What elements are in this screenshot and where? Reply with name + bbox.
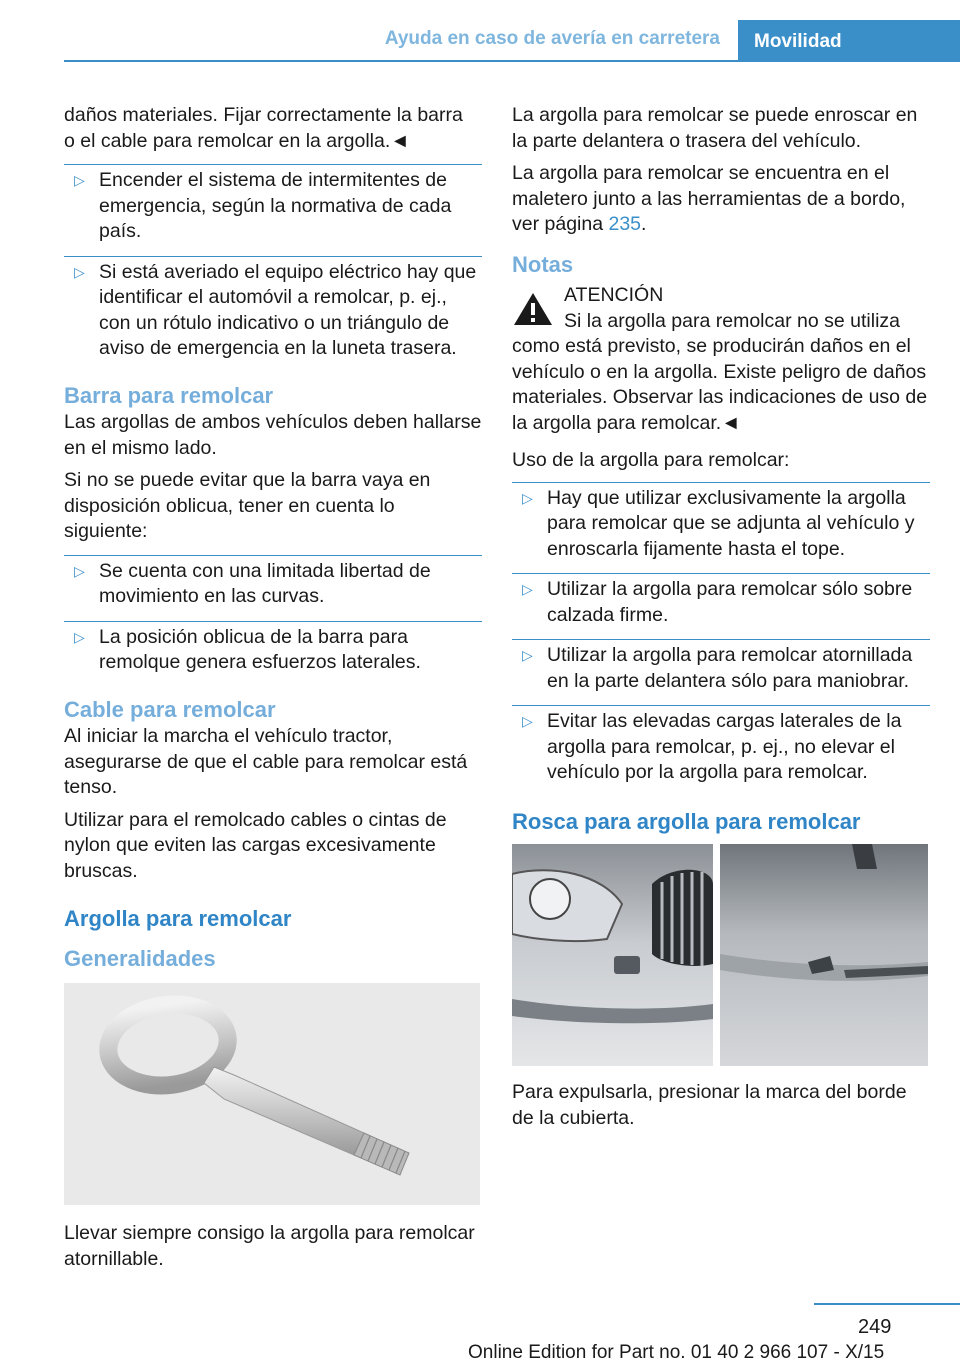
- list-item: ▷ Hay que utilizar exclusivamente la argolla para remolcar que se adjunta al vehículo y enroscarla fijamente hasta el tope.: [512, 486, 930, 570]
- right-paragraph-2: La argolla para remolcar se encuentra en el maletero junto a las herramientas de a bordo, ver página 235.: [512, 162, 906, 235]
- bumper-cover-photos: [512, 844, 928, 1066]
- warning-triangle-icon: [512, 291, 554, 335]
- section-heading-rosca: Rosca para argolla para remolcar: [512, 808, 861, 834]
- triangle-right-icon: ▷: [522, 713, 533, 729]
- section-heading-barra: Barra para remolcar: [64, 382, 274, 408]
- intro-paragraph: daños materiales. Fijar correctamente la barra o el cable para remolcar en la argolla.◄: [64, 104, 463, 152]
- list-item: ▷ Si está averiado el equipo eléctrico hay que identificar el automóvil a remolcar, p. ej., con un rótulo indicativo o un triángulo de aviso de emergencia en la luneta trasera.: [64, 260, 482, 369]
- list-item: ▷ La posición oblicua de la barra para remolque genera esfuerzos laterales.: [64, 625, 482, 683]
- triangle-right-icon: ▷: [74, 172, 85, 188]
- caution-block: [512, 283, 930, 309]
- triangle-right-icon: ▷: [522, 581, 533, 597]
- tow-eye-illustration: [64, 983, 480, 1205]
- right-paragraph-1: La argolla para remolcar se puede enroscar en la parte delantera o trasera del vehículo.: [512, 104, 918, 152]
- triangle-right-icon: ▷: [522, 647, 533, 663]
- list-item: ▷ Se cuenta con una limitada libertad de movimiento en las curvas.: [64, 559, 482, 617]
- list-item: ▷ Utilizar la argolla para remolcar atornillada en la parte delantera sólo para maniobrar.: [512, 643, 930, 701]
- caution-text: Si la argolla para remolcar no se utiliza como está previsto, se producirán daños en el vehículo o en la argolla. Existe peligro de daños materiales. Observar las indicaciones de uso de la argolla para remolcar.◄: [512, 309, 928, 434]
- bullet-list-c: [512, 486, 930, 793]
- section-heading-cable: Cable para remolcar: [64, 696, 276, 722]
- barra-paragraph-2: Si no se puede evitar que la barra vaya en disposición oblicua, tener en cuenta lo siguiente:: [64, 469, 431, 542]
- list-item: ▷ Encender el sistema de intermitentes de emergencia, según la normativa de cada país.: [64, 168, 482, 252]
- triangle-right-icon: ▷: [74, 562, 85, 579]
- page-reference-link[interactable]: 235: [608, 213, 642, 235]
- cable-paragraph-2: Utilizar para el remolcado cables o cintas de nylon que eviten las cargas excesivamente bruscas.: [64, 808, 447, 882]
- edition-note: Online Edition for Part no. 01 40 2 966 107 - X/15: [468, 1342, 885, 1363]
- chapter-tab-label: Movilidad: [754, 31, 842, 52]
- footer-rule: [814, 1303, 960, 1305]
- right-column: [512, 103, 930, 1138]
- list-item: ▷ Utilizar la argolla para remolcar sólo sobre calzada firme.: [512, 577, 930, 635]
- bullet-list-a: [64, 168, 482, 369]
- list-item: ▷ Evitar las elevadas cargas laterales de la argolla para remolcar, p. ej., no elevar el vehículo por la argolla para remolcar.: [512, 709, 930, 793]
- running-header-section: Ayuda en caso de avería en carretera: [384, 28, 720, 49]
- bullet-list-b: [64, 559, 482, 683]
- section-heading-generalidades: Generalidades: [64, 945, 216, 971]
- tow-eye-caption: Llevar siempre consigo la argolla para remolcar atornillable.: [64, 1222, 475, 1270]
- triangle-right-icon: ▷: [522, 489, 533, 506]
- caution-title: ATENCIÓN: [564, 284, 664, 306]
- bumper-photo-icon: [512, 844, 928, 1066]
- section-heading-argolla: Argolla para remolcar: [64, 906, 292, 931]
- page-number: 249: [858, 1316, 892, 1338]
- cable-paragraph-1: Al iniciar la marcha el vehículo tractor, asegurarse de que el cable para remolcar está tenso.: [64, 725, 468, 798]
- rosca-caption: Para expulsarla, presionar la marca del borde de la cubierta.: [512, 1081, 907, 1129]
- uso-intro: Uso de la argolla para remolcar:: [512, 449, 790, 471]
- left-column: [64, 103, 482, 1279]
- tow-eye-icon: [64, 983, 480, 1205]
- triangle-right-icon: ▷: [74, 263, 85, 280]
- header-rule: [64, 60, 960, 62]
- section-heading-notas: Notas: [512, 251, 574, 277]
- triangle-right-icon: ▷: [74, 628, 85, 645]
- barra-paragraph-1: Las argollas de ambos vehículos deben hallarse en el mismo lado.: [64, 411, 482, 459]
- chapter-tab: [738, 20, 960, 62]
